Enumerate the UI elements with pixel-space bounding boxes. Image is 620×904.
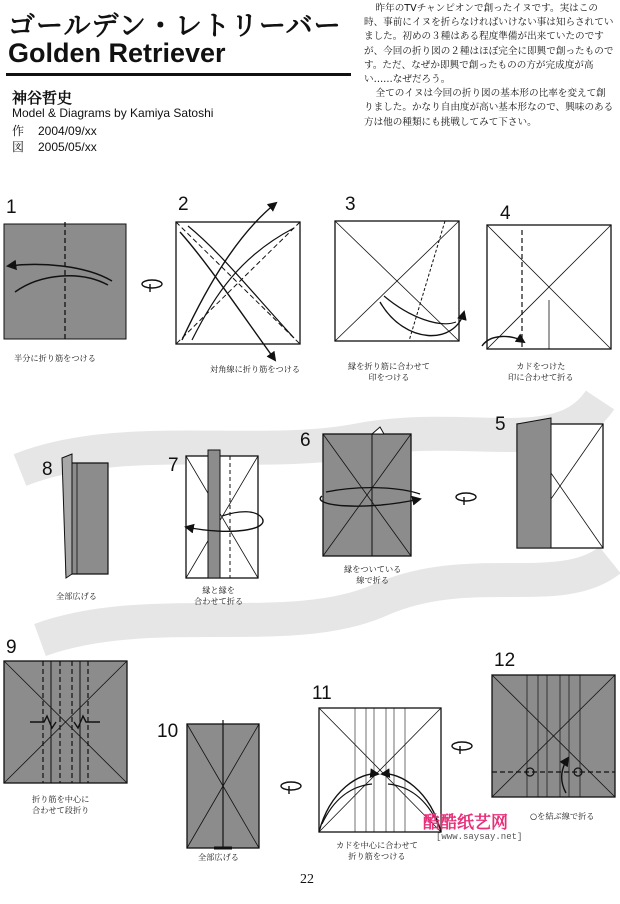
title-english: Golden Retriever <box>8 38 226 68</box>
step-2-diagram <box>176 203 300 360</box>
step-1-caption: 半分に折り筋をつける <box>14 353 96 363</box>
step-number-12: 12 <box>494 650 516 671</box>
step-number-11: 11 <box>312 683 332 704</box>
title-rule <box>6 73 351 76</box>
step-6-diagram <box>320 427 420 556</box>
step-number-4: 4 <box>500 203 511 224</box>
turn-over-icon-3 <box>281 782 301 794</box>
step-number-2: 2 <box>178 194 189 215</box>
step-number-8: 8 <box>42 459 53 480</box>
step-7-diagram <box>186 450 263 578</box>
step-1-diagram <box>4 222 126 341</box>
step-number-10: 10 <box>157 721 179 742</box>
step-11-caption: カドを中心に合わせて 折り筋をつける <box>336 840 418 861</box>
page-number: 22 <box>300 872 314 887</box>
step-6-caption: 縁をついている 線で折る <box>344 564 402 585</box>
step-4-diagram <box>482 225 611 349</box>
date-value: 2004/09/xx <box>38 124 97 138</box>
site-logo: 酷酷纸艺网 <box>423 813 508 833</box>
turn-over-icon-1 <box>142 280 162 292</box>
date-label: 図 <box>12 140 25 154</box>
turn-over-icon-4 <box>452 742 472 754</box>
intro-paragraph: 全てのイヌは今回の折り図の基本形の比率を変えて創りました。かなり自由度が高い基本形なので、興味のある方は他の種類にも挑戦してみて下さい。 <box>364 88 614 128</box>
step-number-3: 3 <box>345 194 356 215</box>
step-number-6: 6 <box>300 430 311 451</box>
step-4-caption: カドをつけた 印に合わせて折る <box>508 361 574 382</box>
step-3-caption: 縁を折り筋に合わせて 印をつける <box>348 361 430 382</box>
intro-text <box>364 2 614 130</box>
step-12-diagram <box>492 675 615 797</box>
step-9-diagram <box>4 661 127 783</box>
step-number-9: 9 <box>6 637 17 658</box>
intro-paragraph: 昨年のTVチャンピオンで創ったイヌです。実はこの時、事前にイヌを折らなければいけない事は知らされていました。初めの３種はある程度準備が出来ていたのですが、今回の折り図の２種はほぼ完全に即興で創ったものです。ただ、なぜか即興で創ったものの方が完成度が高い……なぜだろう。 <box>364 3 614 86</box>
step-9-caption: 折り筋を中心に 合わせて段折り <box>32 794 90 815</box>
step-5-diagram <box>517 418 603 548</box>
step-number-1: 1 <box>6 197 17 218</box>
step-3-diagram <box>335 221 464 341</box>
step-2-caption: 対角線に折り筋をつける <box>210 364 301 374</box>
site-url: [www.saysay.net] <box>436 832 523 842</box>
step-10-diagram <box>187 720 259 848</box>
date-diagrammed <box>12 138 97 155</box>
step-7-caption: 縁と縁を 合わせて折る <box>194 585 244 606</box>
step-number-5: 5 <box>495 414 506 435</box>
step-number-7: 7 <box>168 455 179 476</box>
step-8-diagram <box>62 454 108 578</box>
turn-over-icon-2 <box>456 493 476 505</box>
step-8-caption: 全部広げる <box>56 591 97 601</box>
date-label: 作 <box>12 124 25 138</box>
author-credit: Model & Diagrams by Kamiya Satoshi <box>12 106 214 120</box>
author-name-japanese: 神谷哲史 <box>12 89 73 107</box>
date-value: 2005/05/xx <box>38 140 97 154</box>
step-10-caption: 全部広げる <box>198 852 239 862</box>
step-12-caption: ○を結ぶ線で折る <box>530 811 595 821</box>
date-created <box>12 122 97 139</box>
title-japanese: ゴールデン・レトリーバー <box>8 11 342 42</box>
